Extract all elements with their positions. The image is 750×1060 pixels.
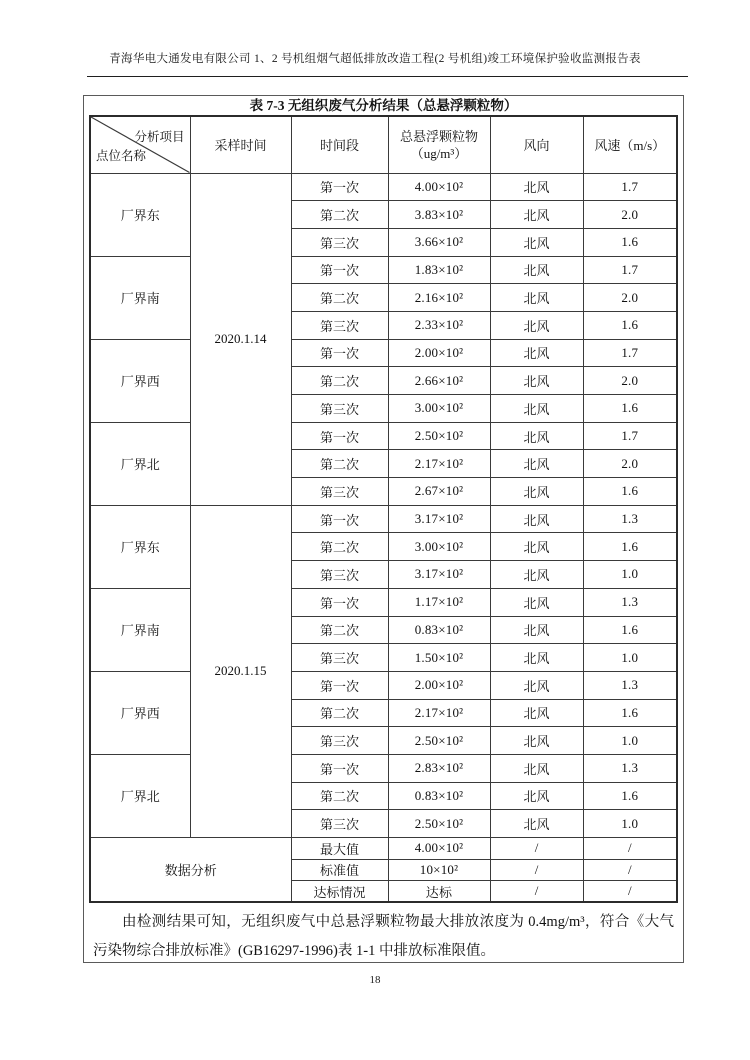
wind-speed-cell: 1.3 ’: [583, 505, 677, 533]
measurement-row: [90, 422, 677, 450]
wind-speed-cell: 2.0 ’: [583, 284, 677, 312]
measurement-row: [90, 754, 677, 782]
wind-speed-cell: 1.6 ’: [583, 311, 677, 339]
period-cell: 第一次: [291, 505, 388, 533]
wind-speed-cell: 1.6 ’: [583, 616, 677, 644]
tsp-value-cell: 1.83×10²: [388, 256, 490, 284]
wind-speed-cell: 1.3 ’: [583, 588, 677, 616]
tsp-value-cell: 3.17×10²: [388, 561, 490, 589]
period-cell: 第二次: [291, 284, 388, 312]
period-cell: 第二次: [291, 450, 388, 478]
tsp-value-cell: 1.50×10²: [388, 644, 490, 672]
tsp-value-cell: 0.83×10²: [388, 782, 490, 810]
wind-direction-cell: 北风: [490, 311, 583, 339]
wind-direction-cell: 北风: [490, 699, 583, 727]
tsp-value-cell: 3.00×10²: [388, 395, 490, 423]
wind-speed-cell: 1.0 ’: [583, 561, 677, 589]
period-cell: 第二次: [291, 616, 388, 644]
tsp-value-cell: 1.17×10²: [388, 588, 490, 616]
analysis-wind-cell: /: [490, 838, 583, 860]
period-cell: 第三次: [291, 561, 388, 589]
site-name-cell: 厂界北: [90, 422, 190, 505]
wind-speed-cell: 1.6 ’: [583, 478, 677, 506]
table-title: 表 7-3 无组织废气分析结果（总悬浮颗粒物）: [249, 98, 518, 113]
analysis-value-cell: 4.00×10²: [388, 838, 490, 860]
wind-speed-cell: 2.0 ’: [583, 450, 677, 478]
analysis-results-table: [89, 115, 678, 903]
wind-speed-cell: 1.0 ’: [583, 810, 677, 838]
column-header-tsp: [388, 116, 490, 173]
tsp-value-cell: 3.00×10²: [388, 533, 490, 561]
column-header-wind-speed: 风速（m/s） ’: [583, 116, 677, 173]
tsp-value-cell: 2.83×10²: [388, 754, 490, 782]
period-cell: 第二次: [291, 782, 388, 810]
wind-direction-cell: 北风: [490, 201, 583, 229]
analysis-item-cell: 标准值: [291, 859, 388, 881]
conclusion-note: 由检测结果可知，无组织废气中总悬浮颗粒物最大排放浓度为 0.4mg/m³，符合《大气污染物综合排放标准》(GB16297-1996)表 1-1 中排放标准限值。: [93, 914, 674, 960]
wind-speed-cell: 1.0 ’: [583, 644, 677, 672]
tsp-value-cell: 2.00×10²: [388, 339, 490, 367]
site-name-cell: 厂界东: [90, 173, 190, 256]
period-cell: 第一次: [291, 422, 388, 450]
wind-speed-cell: 1.7 ’: [583, 422, 677, 450]
period-cell: 第一次: [291, 588, 388, 616]
wind-speed-cell: 2.0 ’: [583, 367, 677, 395]
analysis-speed-cell: / ’: [583, 881, 677, 903]
tsp-value-cell: 2.50×10²: [388, 810, 490, 838]
period-cell: 第三次: [291, 228, 388, 256]
tsp-value-cell: 2.17×10²: [388, 699, 490, 727]
wind-direction-cell: 北风: [490, 478, 583, 506]
wind-direction-cell: 北风: [490, 588, 583, 616]
tsp-value-cell: 2.00×10²: [388, 671, 490, 699]
column-header-period: 时间段: [291, 116, 388, 173]
wind-direction-cell: 北风: [490, 561, 583, 589]
wind-speed-cell: 1.6 ’: [583, 395, 677, 423]
tsp-value-cell: 2.17×10²: [388, 450, 490, 478]
wind-direction-cell: 北风: [490, 422, 583, 450]
period-cell: 第三次: [291, 395, 388, 423]
wind-direction-cell: 北风: [490, 616, 583, 644]
diagonal-label-site-name: 点位名称: [96, 148, 147, 163]
analysis-speed-cell: / ’: [583, 838, 677, 860]
page-number: 18: [369, 974, 381, 986]
sample-date-cell: 2020.1.14: [190, 173, 291, 505]
column-header-tsp-line1: 总悬浮颗粒物: [399, 128, 478, 144]
measurement-row: [90, 671, 677, 699]
analysis-value-cell: 达标: [388, 881, 490, 903]
wind-direction-cell: 北风: [490, 505, 583, 533]
measurement-row: [90, 588, 677, 616]
wind-direction-cell: 北风: [490, 671, 583, 699]
wind-direction-cell: 北风: [490, 284, 583, 312]
wind-speed-cell: 1.7 ’: [583, 256, 677, 284]
measurement-row: [90, 505, 677, 533]
period-cell: 第三次: [291, 478, 388, 506]
wind-direction-cell: 北风: [490, 810, 583, 838]
analysis-item-cell: 达标情况: [291, 881, 388, 903]
site-name-cell: 厂界西: [90, 339, 190, 422]
analysis-wind-cell: /: [490, 881, 583, 903]
wind-direction-cell: 北风: [490, 395, 583, 423]
analysis-item-cell: 最大值: [291, 838, 388, 860]
period-cell: 第三次: [291, 311, 388, 339]
wind-direction-cell: 北风: [490, 367, 583, 395]
analysis-wind-cell: /: [490, 859, 583, 881]
wind-speed-cell: 1.6 ’: [583, 228, 677, 256]
wind-direction-cell: 北风: [490, 228, 583, 256]
site-name-cell: 厂界南: [90, 588, 190, 671]
period-cell: 第一次: [291, 173, 388, 201]
wind-direction-cell: 北风: [490, 173, 583, 201]
wind-direction-cell: 北风: [490, 533, 583, 561]
diagonal-label-analysis-item: 分析项目: [134, 130, 185, 144]
tsp-value-cell: 4.00×10²: [388, 173, 490, 201]
site-name-cell: 厂界东: [90, 505, 190, 588]
wind-direction-cell: 北风: [490, 339, 583, 367]
wind-direction-cell: 北风: [490, 754, 583, 782]
period-cell: 第三次: [291, 727, 388, 755]
site-name-cell: 厂界北: [90, 754, 190, 837]
tsp-value-cell: 3.83×10²: [388, 201, 490, 229]
period-cell: 第二次: [291, 699, 388, 727]
period-cell: 第三次: [291, 810, 388, 838]
wind-speed-cell: 1.6 ’: [583, 699, 677, 727]
period-cell: 第一次: [291, 339, 388, 367]
measurement-row: [90, 339, 677, 367]
header-row: [90, 116, 677, 173]
wind-direction-cell: 北风: [490, 727, 583, 755]
analysis-value-cell: 10×10²: [388, 859, 490, 881]
tsp-value-cell: 3.66×10²: [388, 228, 490, 256]
wind-direction-cell: 北风: [490, 256, 583, 284]
period-cell: 第一次: [291, 754, 388, 782]
wind-direction-cell: 北风: [490, 450, 583, 478]
wind-speed-cell: 1.3 ’: [583, 671, 677, 699]
wind-speed-cell: 1.7 ’: [583, 173, 677, 201]
wind-speed-cell: 2.0 ’: [583, 201, 677, 229]
period-cell: 第一次: [291, 671, 388, 699]
analysis-speed-cell: / ’: [583, 859, 677, 881]
tsp-value-cell: 2.16×10²: [388, 284, 490, 312]
period-cell: 第二次: [291, 367, 388, 395]
content-border-box: [83, 95, 684, 963]
wind-speed-cell: 1.6 ’: [583, 782, 677, 810]
analysis-row: [90, 838, 677, 860]
wind-speed-cell: 1.6 ’: [583, 533, 677, 561]
tsp-value-cell: 3.17×10²: [388, 505, 490, 533]
document-header-title: 青海华电大通发电有限公司 1、2 号机组烟气超低排放改造工程(2 号机组)竣工环境保护验收监测报告表: [109, 53, 641, 65]
period-cell: 第二次: [291, 533, 388, 561]
tsp-value-cell: 0.83×10²: [388, 616, 490, 644]
header-divider: [87, 76, 688, 77]
column-header-wind-direction: 风向: [490, 116, 583, 173]
column-header-sample-time: 采样时间: [190, 116, 291, 173]
column-header-tsp-unit: （ug/m³）: [410, 145, 468, 161]
measurement-row: [90, 256, 677, 284]
period-cell: 第三次: [291, 644, 388, 672]
wind-direction-cell: 北风: [490, 782, 583, 810]
table-body: [90, 173, 677, 902]
wind-direction-cell: 北风: [490, 644, 583, 672]
analysis-label-cell: 数据分析: [90, 838, 291, 903]
tsp-value-cell: 2.66×10²: [388, 367, 490, 395]
period-cell: 第一次: [291, 256, 388, 284]
diagonal-header-cell: [90, 116, 190, 173]
measurement-row: [90, 173, 677, 201]
wind-speed-cell: 1.0 ’: [583, 727, 677, 755]
wind-speed-cell: 1.7 ’: [583, 339, 677, 367]
wind-speed-cell: 1.3 ’: [583, 754, 677, 782]
tsp-value-cell: 2.50×10²: [388, 727, 490, 755]
site-name-cell: 厂界西: [90, 671, 190, 754]
tsp-value-cell: 2.50×10²: [388, 422, 490, 450]
site-name-cell: 厂界南: [90, 256, 190, 339]
tsp-value-cell: 2.33×10²: [388, 311, 490, 339]
sample-date-cell: 2020.1.15: [190, 505, 291, 837]
period-cell: 第二次: [291, 201, 388, 229]
tsp-value-cell: 2.67×10²: [388, 478, 490, 506]
